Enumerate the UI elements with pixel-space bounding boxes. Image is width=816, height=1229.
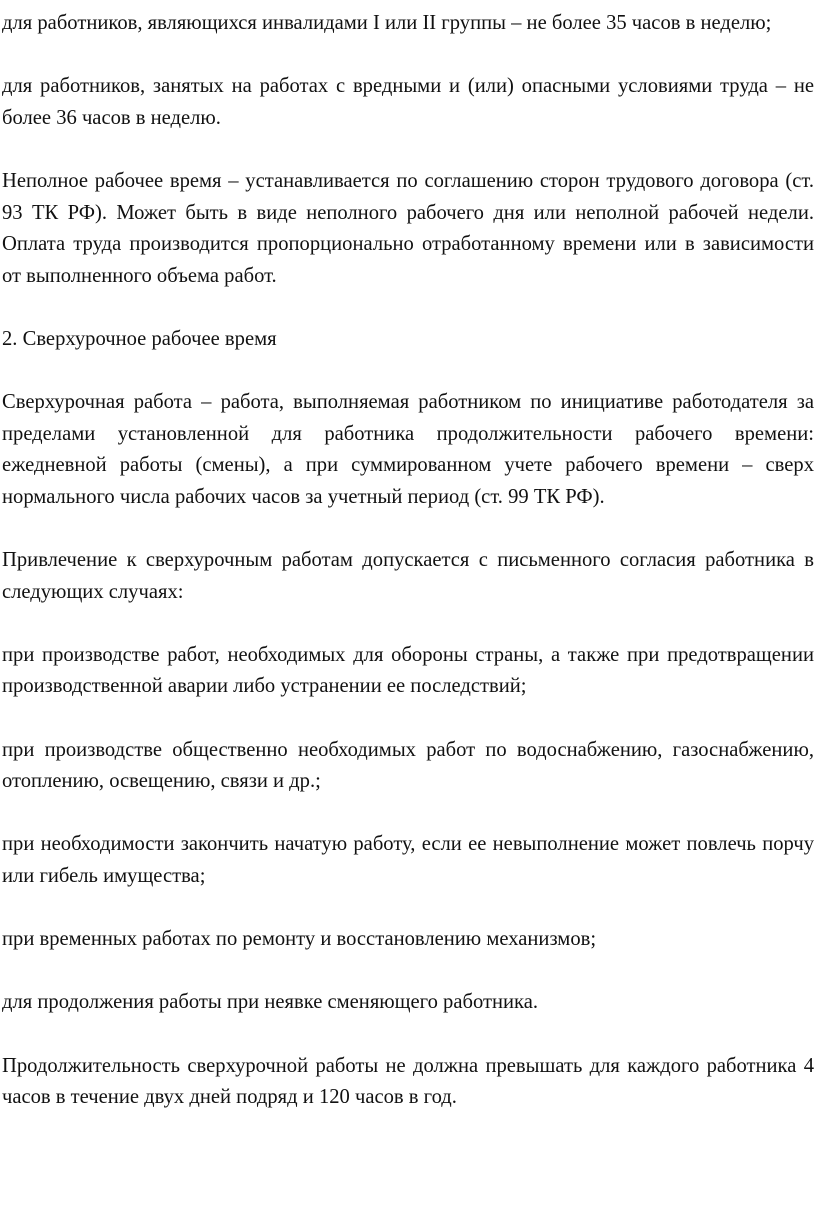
paragraph-overtime-limit: Продолжительность сверхурочной работы не должна превышать для каждого работника 4 часов в течение двух дней подряд и 120 часов в год. <box>2 1054 814 1109</box>
list-item-defense-accident: при производстве работ, необходимых для обороны страны, а также при предотвращении производственной аварии либо устранении ее последствий; <box>2 643 814 698</box>
paragraph-overtime-definition: Сверхурочная работа – работа, выполняемая работником по инициативе работодателя за пределами установленной для работника продолжительности рабочего времени: ежедневной работы (смены), а при суммированном учете рабочего времени – сверх нормального числа рабочих часов за учетный период (ст. 99 ТК РФ). <box>2 391 814 508</box>
paragraph-disabled-workers-hours: для работников, являющихся инвалидами I или II группы – не более 35 часов в неделю; <box>2 12 772 34</box>
paragraph-part-time-work: Неполное рабочее время – устанавливается по соглашению сторон трудового договора (ст. 93 ТК РФ). Может быть в виде неполного рабочего дня или неполной рабочей недели. Оплата труда производится пропорционально отработанному времени или в зависимости от выполненного объема работ. <box>2 169 814 287</box>
list-item-public-works: при производстве общественно необходимых работ по водоснабжению, газоснабжению, отоплению, освещению, связи и др.; <box>2 738 814 793</box>
list-item-repair-works: при временных работах по ремонту и восстановлению механизмов; <box>2 928 597 951</box>
paragraph-overtime-consent: Привлечение к сверхурочным работам допускается с письменного согласия работника в следующих случаях: <box>2 549 814 603</box>
list-item-shift-absence: для продолжения работы при неявке сменяющего работника. <box>2 991 539 1014</box>
section-heading-overtime: 2. Сверхурочное рабочее время <box>2 327 277 350</box>
list-item-finish-work: при необходимости закончить начатую работу, если ее невыполнение может повлечь порчу или гибель имущества; <box>2 833 814 888</box>
paragraph-hazardous-work-hours: для работников, занятых на работах с вредными и (или) опасными условиями труда – не более 36 часов в неделю. <box>2 75 814 129</box>
